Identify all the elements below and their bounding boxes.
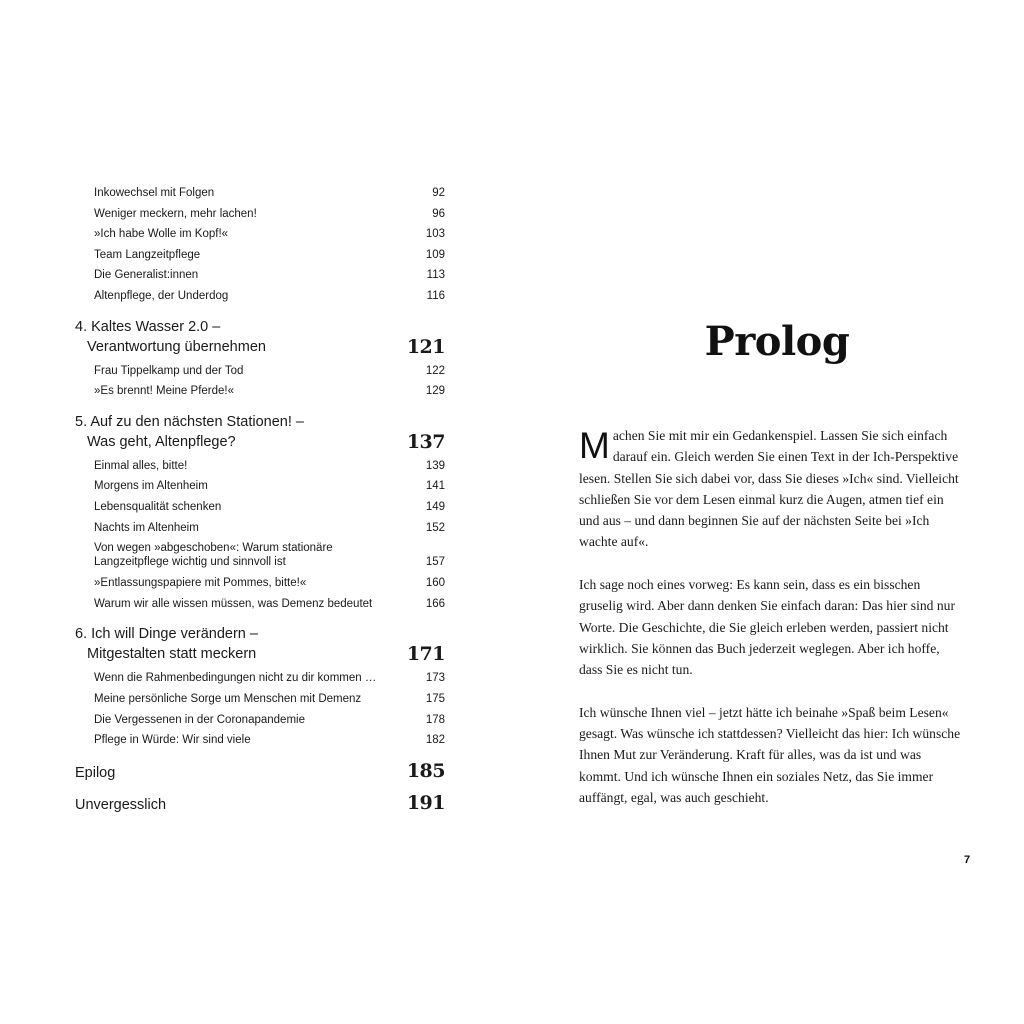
toc-entry: Einmal alles, bitte! 139 [94, 459, 445, 472]
toc-entry: »Es brennt! Meine Pferde!« 129 [94, 385, 445, 398]
paragraph-3: Ich wünsche Ihnen viel – jetzt hätte ich beinahe »Spaß beim Lesen« gesagt. Was wünsche ich stattdessen? Vielleicht das hier: Ich wünsche Ihnen Mut zur Veränderung. Kraft für alles, was da ist und was kommt. Und ich wünsche Ihnen ein soziales Netz, das Sie immer auffängt, egal, was auch geschieht. [579, 704, 961, 806]
toc-entry: Wenn die Rahmenbedingungen nicht zu dir kommen … 173 [94, 672, 445, 685]
toc-entry: »Ich habe Wolle im Kopf!« 103 [94, 228, 445, 241]
toc-chapter-5: 5. Auf zu den nächsten Stationen! – Was geht, Altenpflege? 137 [75, 413, 445, 453]
toc-entry: Von wegen »abgeschoben«: Warum stationäre Langzeitpflege wichtig und sinnvoll ist 157 [94, 542, 445, 569]
toc-entry: »Entlassungspapiere mit Pommes, bitte!« 160 [94, 577, 445, 590]
toc-entry: Die Generalist:innen 113 [94, 269, 445, 282]
toc-entry: Meine persönliche Sorge um Menschen mit Demenz 175 [94, 692, 445, 705]
drop-cap: M [579, 425, 610, 466]
chapter-title: Prolog [704, 318, 850, 365]
toc-entry: Morgens im Altenheim 141 [94, 480, 445, 493]
right-page [512, 0, 1024, 1024]
paragraph-2: Ich sage noch eines vorweg: Es kann sein, dass es ein bisschen gruselig wird. Aber dann denken Sie einfach daran: Das hier sind nur Worte. Die Geschichte, die Sie gleich erleben werden, passiert nicht wirklich. Sie können das Buch jederzeit weglegen. Aber ich hoffe, dass Sie es nicht tun. [579, 577, 955, 678]
toc-entry: Team Langzeitpflege 109 [94, 248, 445, 261]
toc-entry: Nachts im Altenheim 152 [94, 521, 445, 534]
table-of-contents [75, 183, 445, 815]
toc-unvergesslich: Unvergesslich 191 [75, 791, 445, 814]
toc-chapter-6: 6. Ich will Dinge verändern – Mitgestalten statt meckern 171 [75, 626, 445, 666]
prolog-text [579, 425, 963, 830]
toc-entry: Lebensqualität schenken 149 [94, 500, 445, 513]
toc-entry: Weniger meckern, mehr lachen! 96 [94, 207, 445, 220]
page-number: 7 [964, 854, 971, 866]
toc-entry: Altenpflege, der Underdog 116 [94, 289, 445, 302]
paragraph-1: Machen Sie mit mir ein Gedankenspiel. Lassen Sie sich einfach darauf ein. Gleich werden Sie einen Text in der Ich-Perspektive lesen. Stellen Sie sich dabei vor, dass Sie dieses »Ich« sind. Vielleicht schließen Sie vor dem Lesen einmal kurz die Augen, atmen tief ein und aus – und dann beginnen Sie auf der nächsten Seite bei »Ich wachte auf«. [579, 425, 959, 550]
toc-entry: Die Vergessenen in der Coronapandemie 178 [94, 713, 445, 726]
toc-chapter-4: 4. Kaltes Wasser 2.0 – Verantwortung übernehmen 121 [75, 318, 445, 358]
toc-epilog: Epilog 185 [75, 759, 445, 782]
toc-entry: Frau Tippelkamp und der Tod 122 [94, 364, 445, 377]
toc-entry: Inkowechsel mit Folgen 92 [94, 187, 445, 199]
toc-entry: Warum wir alle wissen müssen, was Demenz bedeutet 166 [94, 597, 445, 610]
toc-entry: Pflege in Würde: Wir sind viele 182 [94, 734, 445, 747]
